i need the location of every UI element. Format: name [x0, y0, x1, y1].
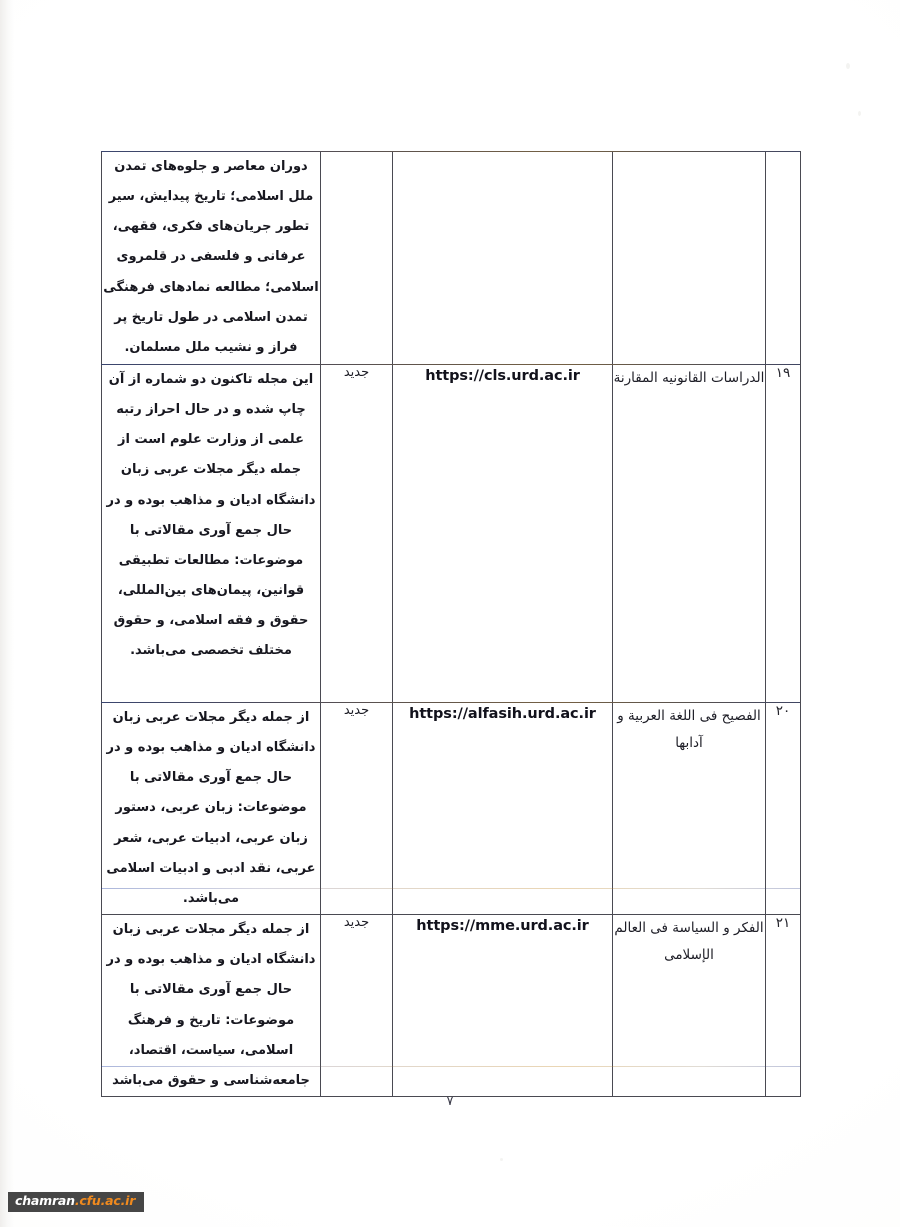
journal-url-text[interactable]: https://cls.urd.ac.ir — [425, 368, 580, 384]
journal-description-cell: دوران معاصر و جلوه‌های تمدن ملل اسلامی؛ تاریخ پیدایش، سیر تطور جریان‌های فکری، فقهی، عرفانی و فلسفی در قلمروی اسلامی؛ مطالعه نمادهای فرهنگی تمدن اسلامی در طول تاریخ پر فراز و نشیب ملل مسلمان. — [102, 152, 321, 365]
scan-edge-shadow — [0, 0, 14, 1227]
table-row — [102, 152, 801, 365]
journals-table — [101, 151, 801, 1097]
journal-description-cell: از جمله دیگر مجلات عربی زبان دانشگاه ادیان و مذاهب بوده و در حال جمع آوری مقالاتی با موضوعات: زبان عربی، دستور زبان عربی، ادبیات عربی، شعر عربی، نقد ادبی و ادبیات اسلامی می‌باشد. — [102, 703, 321, 915]
scan-artifact-speck — [846, 63, 850, 69]
journal-url-cell — [393, 703, 613, 915]
scan-artifact-speck — [500, 1158, 503, 1161]
journal-url-cell — [393, 365, 613, 703]
journal-status-cell: جدید — [321, 703, 393, 915]
table-row — [102, 365, 801, 703]
journal-status-cell — [321, 152, 393, 365]
journal-description-cell: این مجله تاکنون دو شماره از آن چاپ شده و در حال احراز رتبه علمی از وزارت علوم است از جمله دیگر مجلات عربی زبان دانشگاه ادیان و مذاهب بوده و در حال جمع آوری مقالاتی با موضوعات: مطالعات تطبیقی قوانین، پیمان‌های بین‌المللی، حقوق و فقه اسلامی، و حقوق مختلف تخصصی می‌باشد. — [102, 365, 321, 703]
row-number-cell: ٢١ — [766, 915, 801, 1097]
watermark-site-domain: .cfu.ac.ir — [74, 1193, 136, 1208]
journal-url-text[interactable]: https://mme.urd.ac.ir — [416, 918, 589, 935]
journal-title-cell: الفصیح فی اللغة العربیة و آدابها — [613, 703, 766, 915]
journal-title-cell: الفکر و السیاسة فی العالم الإسلامی — [613, 915, 766, 1097]
site-watermark — [8, 1192, 144, 1212]
journal-status-cell: جدید — [321, 365, 393, 703]
row-number-cell — [766, 152, 801, 365]
scan-artifact-speck — [858, 111, 861, 116]
row-number-cell: ١٩ — [766, 365, 801, 703]
page-number: ٧ — [446, 1094, 454, 1109]
watermark-site-name: chamran — [15, 1193, 75, 1208]
table-row — [102, 703, 801, 915]
row-number-cell: ٢٠ — [766, 703, 801, 915]
journal-url-cell — [393, 152, 613, 365]
table-row — [102, 915, 801, 1097]
journal-url-text[interactable]: https://alfasih.urd.ac.ir — [409, 706, 596, 722]
journal-url-cell — [393, 915, 613, 1097]
journal-description-cell: از جمله دیگر مجلات عربی زبان دانشگاه ادیان و مذاهب بوده و در حال جمع آوری مقالاتی با موضوعات: تاریخ و فرهنگ اسلامی، سیاست، اقتصاد، جامعه‌شناسی و حقوق می‌باشد — [102, 915, 321, 1097]
journal-title-cell: الدراسات القانونیه المقارنة — [613, 365, 766, 703]
journal-status-cell: جدید — [321, 915, 393, 1097]
journal-title-cell — [613, 152, 766, 365]
